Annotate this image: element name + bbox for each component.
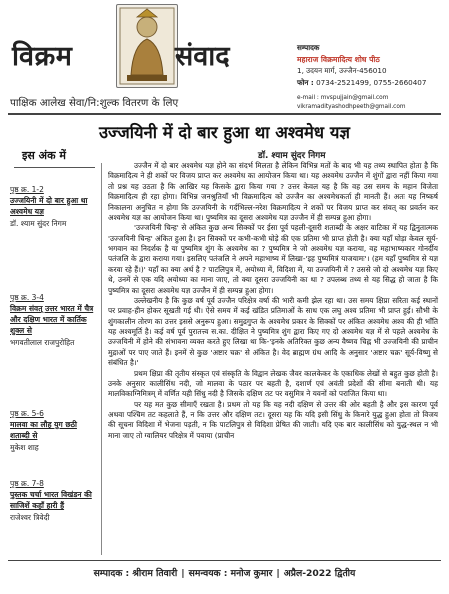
article-author: डॉ. श्याम सुंदर निगम (258, 151, 326, 161)
body-paragraph: प्रथम क्षिप्रा की तृतीय संस्कृत एवं संस्कृति के विद्वान लेखक जैवर कालकेकर के एकाधिक लेखों से बहुत कुछ होती है। उनके अनुसार कालीसिंध नदी, जो मालवा के पठार पर बहती है, दशार्ण एवं अवंती प्रदेशों की सीमा बनाती थी। यह मालविकाग्निमित्रम्‌ में वर्णित यही सिंधु नदी है जिसके दक्षिण तट पर वसुमित्र ने यवनों को पराजित किया था। (108, 368, 438, 399)
sidebar-divider (14, 167, 95, 168)
footer-editor: सम्पादक : श्रीराम तिवारी (93, 568, 178, 579)
body-paragraph: पर यह मत कुछ सीमाएँ रखता है। प्रथम तो यह कि यह नदी दक्षिण से उत्तर की ओर बहती है और इस कारण पूर्व अथवा पश्चिम तट कहलाते हैं, न कि उत्तर और दक्षिण तट। दूसरा यह कि यदि इसी सिंधु के किनारे युद्ध हुआ होता तो विजय की सूचना विदिशा में भेजना पड़ती, न कि पाटलिपुत्र से विदिशा प्रेषित की जाती। यदि एक बार कालीसिंध को युद्ध-स्थल न भी माना जाए तो ग्वालियर परिक्षेत्र में पवाया (प्राचीन (108, 399, 438, 440)
org-address: 1, उदयन मार्ग, उज्जैन-456010 (297, 66, 387, 75)
footer-divider (8, 560, 441, 561)
article-title: उज्जयिनी में दो बार हुआ था अश्वमेध यज्ञ (99, 123, 350, 142)
toc-author: राजेश्वर त्रिवेदी (10, 513, 50, 522)
email-primary[interactable]: e-mail : mvspujjain@gmail.com (297, 95, 389, 101)
toc-author: भगवतीलाल राजपुरोहित (10, 338, 75, 347)
masthead-divider (8, 113, 441, 115)
toc-title: उज्जयिनी में दो बार हुआ था अश्वमेध यज्ञ (10, 196, 88, 216)
footer (0, 566, 449, 579)
email-secondary[interactable]: vikramadityashodhpeeth@gmail.com (297, 103, 406, 110)
toc-item[interactable] (10, 478, 98, 523)
toc-page: पृष्ठ क्र. 5-6 (10, 409, 44, 418)
footer-issue: अप्रैल-2022 द्वितीय (283, 568, 356, 579)
toc-title: पुस्तक चर्चा भारत विखंडन की साजिशें कहाँ हारी हैं (10, 490, 92, 510)
org-label: सम्पादक (297, 43, 320, 52)
tagline: पाक्षिक आलेख सेवा/नि:शुल्क वितरण के लिए (10, 97, 179, 109)
org-phone-line (297, 77, 447, 89)
toc-page: पृष्ठ क्र. 1-2 (10, 185, 44, 194)
phone-numbers: 0734-2521499, 0755-2660407 (316, 77, 427, 87)
column-divider (101, 163, 102, 555)
org-name: महाराज विक्रमादित्य शोध पीठ (297, 54, 380, 64)
toc-item[interactable] (10, 408, 98, 453)
phone-label: फोन : (297, 77, 314, 87)
footer-separator: | (181, 568, 185, 579)
toc-author: डॉ. श्याम सुंदर निगम (10, 219, 67, 228)
article-body (108, 161, 438, 441)
toc-item[interactable] (10, 184, 98, 229)
footer-separator: | (276, 568, 280, 579)
toc-title: विक्रम संवत्‌ उत्तर भारत में चैत्र और दक्षिण भारत में कार्तिक शुक्ल से (10, 304, 94, 335)
toc-page: पृष्ठ क्र. 7-8 (10, 479, 44, 488)
brand-title-right: संवाद (175, 41, 230, 72)
toc-title: मालवा का लौह युग छठी शताब्दी से (10, 420, 77, 440)
body-paragraph: उज्जैन में दो बार अश्वमेध यज्ञ होने का संदर्भ मिलता है लेकिन विभिन्न मतों के बाद भी यह तथ्य स्थापित होता है कि विक्रमादित्य ने ही शकों पर विजय प्राप्त कर अश्वमेध का आयोजन किया था। यह अश्वमेध उज्जैन में शुंगों द्वारा नहीं किया गया तो प्रश्न यह उठता है कि आखिर यह किसके द्वारा किया गया ? उत्तर केवल यह है कि वह उस समय के महान विजेता विक्रमादित्य ही रहा होगा। विभिन्न जनश्रुतियाँ भी विक्रमादित्य को उज्जैन का अश्वमेधकर्ता ही मानती हैं। अतः यह निष्कर्ष निकालना अनुचित न होगा कि उज्जयिनी के गर्दभिल्ल-नरेश विक्रमादित्य ने शकों पर विजय प्राप्त कर संवत्‌ का प्रवर्तन कर अश्वमेध यज्ञ का आयोजन किया था। पुष्यमित्र का दूसरा अश्वमेध यज्ञ उज्जैन में ही सम्पन्न हुआ होगा। (108, 161, 438, 222)
sidebar-heading: इस अंक में (22, 149, 66, 162)
email-block (297, 94, 447, 111)
publisher-block (297, 42, 447, 111)
toc-item[interactable] (10, 292, 98, 348)
body-paragraph: 'उज्जयिनी चिन्ह' से अंकित कुछ अन्य सिक्कों पर ईसा पूर्व पहली-दूसरी शताब्दी के अक्षर वाटिका में यह द्विनुतात्मक 'उज्जयिनी चिन्ह' अंकित हुआ है। इन सिक्कों पर कभी-कभी घोड़े की एक प्रतिमा भी प्राप्त होती है। क्या यहाँ घोड़ा केवल सूर्य-भगवान का निदर्शक है या पुष्यमित्र शुंग के अश्वमेध का ? पुष्यमित्र ने जो अश्वमेध यज्ञ कराया, वह महाभाष्यकार गोनर्दीय पतंजलि के द्वारा कराया गया। इसलिए पतंजलि ने अपने महाभाष्य में लिखा-'इह पुष्यमित्रं याजयामः'। (हम यहाँ पुष्यमित्र से यज्ञ करवा रहे हैं।)' यहाँ का क्या अर्थ है ? पाटलिपुत्र में, अयोध्या में, विदिशा में, या उज्जयिनी में ? उससे जो दो अश्वमेध यज्ञ किए थे, उनमें से एक यदि अयोध्या का माना जाए, तो क्या दूसरा उज्जयिनी का था ? उपलब्ध तथ्य से यह सिद्ध हो जाता है कि पुष्यमित्र का दूसरा अश्वमेध यज्ञ उज्जैन में ही सम्पन्न हुआ होगा। (108, 223, 438, 295)
toc-page: पृष्ठ क्र. 3-4 (10, 293, 44, 302)
body-paragraph: उल्लेखनीय है कि कुछ वर्ष पूर्व उज्जैन परिक्षेत्र वर्षा की भारी कमी झेल रहा था। उस समय क्षिप्रा सरिता कई स्थानों पर प्रवाह-हीन होकर सूखती गई थी। ऐसे समय में कई खंडित प्रतिमाओं के साथ एक लघु अश्व प्रतिमा भी प्राप्त हुई। सौभी के शुंगकालीन तोरण का उत्तर इससे अनुरूप हुआ। समुद्रगुप्त के अश्वमेध प्रकार के सिक्कों पर अंकित अश्वमेध अश्व की ही भाँति यह अश्वमूर्ति है। कई वर्ष पूर्व पुरातत्त्व स.का. दीक्षित ने पुष्यमित्र शुंग द्वारा किए गए दो अश्वमेध यज्ञ में से पहले अश्वमेध के उज्जयिनी में होने की संभावना व्यक्त करते हुए लिखा था कि-'इनके अतिरिक्त कुछ अन्य वैष्णव चिह्न भी उज्जयिनी की प्राचीन मुद्राओं पर पाए जाते हैं। इनमें से कुछ 'अष्टार चक्र' से अंकित है। वेद ब्राह्मण ग्रंथ आदि के अनुसार 'अष्टार चक्र' सूर्य-विष्णु से संबंधित है।' (108, 295, 438, 368)
toc-author: मुकेश शाह (10, 443, 39, 452)
brand-title-left: विक्रम (12, 41, 73, 72)
vikramaditya-emblem-icon (116, 4, 178, 88)
footer-coordinator: समन्वयक : मनोज कुमार (188, 568, 273, 579)
masthead (0, 0, 449, 122)
